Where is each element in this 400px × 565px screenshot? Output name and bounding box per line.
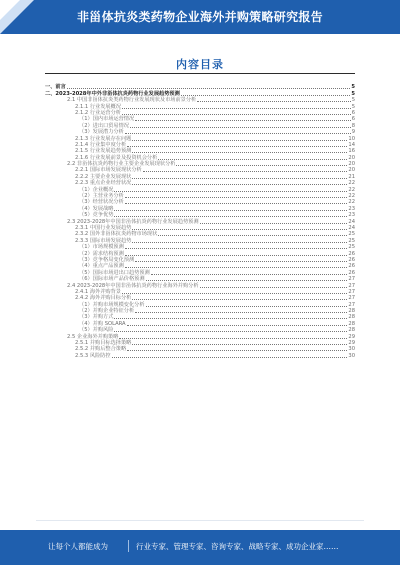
- toc-entry[interactable]: [45, 352, 355, 358]
- footer-divider: [128, 540, 129, 552]
- toc-entry-page: 5: [351, 90, 355, 97]
- footer-bar: [0, 530, 400, 565]
- toc-entry-page: 30: [348, 346, 355, 353]
- toc-leader-dots: [122, 293, 347, 294]
- toc-entry-page: 21: [348, 173, 355, 180]
- toc-entry-page: 27: [348, 295, 355, 302]
- toc-entry-page: 23: [348, 212, 355, 219]
- toc-entry-page: 29: [348, 340, 355, 347]
- toc-leader-dots: [127, 325, 348, 326]
- toc-leader-dots: [132, 184, 347, 185]
- toc-entry-page: 24: [348, 224, 355, 231]
- toc-entry-page: 22: [348, 186, 355, 193]
- toc-entry-label: （6）国际市场产品价格预测: [79, 276, 145, 283]
- toc-leader-dots: [132, 229, 347, 230]
- footer-separator: [36, 520, 364, 521]
- toc-leader-dots: [135, 261, 347, 262]
- toc-heading-rule: [45, 73, 355, 74]
- toc-entry-label: （5）并购风险: [79, 327, 114, 334]
- toc-leader-dots: [132, 242, 347, 243]
- toc-entry-page: 22: [348, 193, 355, 200]
- toc-leader-dots: [125, 197, 348, 198]
- toc-entry-page: 27: [348, 301, 355, 308]
- toc-leader-dots: [132, 344, 347, 345]
- toc-leader-dots: [200, 287, 348, 288]
- toc-entry-page: 28: [348, 320, 355, 327]
- toc-entry-page: 5: [351, 84, 355, 91]
- toc-leader-dots: [132, 140, 347, 141]
- toc-entry-label: （1）并购市场规模变化分析: [79, 301, 145, 308]
- toc-entry-label: 2.4 2023-2028年中国非甾体抗炎药物行业海外并购分析: [67, 282, 199, 289]
- toc-entry-page: 9: [351, 129, 355, 136]
- toc-entry-page: 29: [348, 333, 355, 340]
- toc-leader-dots: [125, 203, 348, 204]
- toc-leader-dots: [132, 152, 347, 153]
- toc-entry-label: （2）需求结构预测: [79, 250, 124, 257]
- toc-entry-page: 28: [348, 327, 355, 334]
- toc-entry-label: 2.2.3 重点企业经营状况: [75, 180, 132, 187]
- toc-entry-label: （4）并购 SOLARA: [79, 320, 126, 327]
- toc-leader-dots: [114, 331, 347, 332]
- toc-entry-page: 26: [348, 250, 355, 257]
- toc-leader-dots: [122, 114, 351, 115]
- toc-entry-label: （3）经营状况分析: [79, 199, 124, 206]
- toc-entry-page: 28: [348, 314, 355, 321]
- toc-entry-page: 6: [351, 109, 355, 116]
- toc-leader-dots: [127, 350, 347, 351]
- toc-entry-page: 20: [348, 154, 355, 161]
- toc-entry-page: 20: [348, 161, 355, 168]
- toc-entry-label: 二、2023-2028年中外非甾体抗炎药物行业发展趋势预测: [45, 90, 180, 97]
- toc-entry-page: 27: [348, 276, 355, 283]
- toc-entry-page: 28: [348, 308, 355, 315]
- toc-leader-dots: [146, 306, 348, 307]
- report-title: 非甾体抗炎类药物企业海外并购策略研究报告: [76, 10, 323, 24]
- toc-entry-page: 26: [348, 263, 355, 270]
- toc-entry-label: 2.5.3 风险防控: [75, 352, 111, 359]
- toc-leader-dots: [125, 133, 351, 134]
- toc-leader-dots: [125, 255, 348, 256]
- toc-leader-dots: [158, 235, 347, 236]
- toc-leader-dots: [122, 108, 351, 109]
- toc-leader-dots: [132, 178, 347, 179]
- toc-entry-label: 2.2 非甾体抗炎药物行业主要企业发展现状分析: [67, 161, 176, 168]
- toc-leader-dots: [135, 120, 351, 121]
- toc-leader-dots: [67, 88, 351, 89]
- toc-entry-label: 2.5 企业海外并购策略: [67, 333, 119, 340]
- toc-entry-label: （1）市场规模预测: [79, 244, 124, 251]
- toc-entry-label: 2.1.2 行业运营分析: [75, 109, 121, 116]
- toc-entry-label: （2）进出口贸易情况: [79, 122, 129, 129]
- toc-leader-dots: [197, 101, 350, 102]
- toc-entry-label: 2.3.1 中国行业发展趋势: [75, 224, 132, 231]
- toc-entry-page: 25: [348, 237, 355, 244]
- toc-entry-page: 30: [348, 352, 355, 359]
- toc-entry-page: 16: [348, 148, 355, 155]
- toc-entry-label: 2.3 2023-2028年中国非甾体抗炎药物行业发展趋势预测: [67, 218, 199, 225]
- toc-entry-label: 2.1.6 行业发展前景及投资机会分析: [75, 154, 158, 161]
- toc-entry-page: 25: [348, 244, 355, 251]
- toc-entry-page: 25: [348, 231, 355, 238]
- toc-leader-dots: [114, 210, 347, 211]
- toc-leader-dots: [114, 191, 347, 192]
- toc-entry-page: 8: [351, 122, 355, 129]
- toc-entry-label: （5）竞争优势: [79, 212, 114, 219]
- toc-entry-label: （3）发展潜力分析: [79, 129, 124, 136]
- toc-entry-label: （4）重点产品预测: [79, 263, 124, 270]
- toc-entry-page: 22: [348, 180, 355, 187]
- toc-entry-label: 2.3.2 国外非甾体抗炎药物市场现状: [75, 231, 158, 238]
- table-of-contents: [45, 84, 355, 359]
- toc-leader-dots: [132, 299, 347, 300]
- toc-entry-label: （2）并购企业特征分析: [79, 308, 135, 315]
- toc-entry-label: 2.2.2 主要企业发展现状: [75, 173, 132, 180]
- toc-leader-dots: [135, 312, 347, 313]
- toc-entry-page: 14: [348, 141, 355, 148]
- toc-leader-dots: [112, 357, 348, 358]
- toc-entry-page: 22: [348, 199, 355, 206]
- toc-entry-page: 10: [348, 135, 355, 142]
- toc-leader-dots: [125, 248, 348, 249]
- toc-entry-label: 2.5.1 并购目标选择策略: [75, 340, 132, 347]
- toc-entry-label: 2.1 中国非甾体抗炎类药物行业发展现状及市场前景分析: [67, 97, 197, 104]
- toc-entry-page: 20: [348, 167, 355, 174]
- header-bar: [0, 0, 400, 34]
- toc-leader-dots: [125, 267, 348, 268]
- toc-entry-label: 2.1.4 行业集中度分析: [75, 141, 127, 148]
- toc-leader-dots: [143, 171, 348, 172]
- toc-entry-label: 2.2.1 国际市场发展现状分析: [75, 167, 142, 174]
- toc-leader-dots: [176, 165, 347, 166]
- toc-entry-label: 2.1.1 行业发展概况: [75, 103, 121, 110]
- toc-leader-dots: [146, 280, 348, 281]
- toc-entry-label: （1）企业概况: [79, 186, 114, 193]
- footer-slogan-left: 让每个人都能成为: [48, 542, 108, 551]
- footer-slogan-right: 行业专家、管理专家、咨询专家、战略专家、成功企业家……: [136, 542, 339, 551]
- toc-entry-label: 2.1.3 行业发展存在问题: [75, 135, 132, 142]
- toc-entry-label: 一、前言: [45, 84, 66, 91]
- toc-entry-label: （4）发展战略: [79, 205, 114, 212]
- toc-entry-label: 2.3.3 国际市场发展趋势: [75, 237, 132, 244]
- toc-entry-label: （2）主营业务分析: [79, 193, 124, 200]
- toc-leader-dots: [181, 95, 351, 96]
- toc-entry-label: 2.4.1 海外并购背景: [75, 288, 121, 295]
- toc-entry-label: （5）国际市场进出口趋势预测: [79, 269, 150, 276]
- toc-entry-page: 6: [351, 116, 355, 123]
- toc-leader-dots: [130, 127, 351, 128]
- toc-entry-label: 2.4.2 海外并购目标分析: [75, 295, 132, 302]
- toc-entry-label: 2.5.2 并购后整合策略: [75, 346, 127, 353]
- toc-leader-dots: [151, 274, 348, 275]
- toc-entry-page: 27: [348, 282, 355, 289]
- toc-leader-dots: [119, 338, 347, 339]
- toc-entry-page: 5: [351, 97, 355, 104]
- toc-entry-label: 2.1.5 行业发展趋势预测: [75, 148, 132, 155]
- toc-entry-page: 26: [348, 256, 355, 263]
- toc-entry-page: 23: [348, 205, 355, 212]
- toc-entry-page: 24: [348, 218, 355, 225]
- toc-leader-dots: [114, 318, 347, 319]
- toc-leader-dots: [127, 146, 347, 147]
- toc-heading: 内容目录: [176, 58, 224, 71]
- toc-leader-dots: [200, 223, 348, 224]
- toc-entry-label: （1）国内市场运营情况: [79, 116, 135, 123]
- toc-leader-dots: [158, 159, 347, 160]
- toc-entry-page: 27: [348, 288, 355, 295]
- toc-entry-label: （3）竞争格局变化预测: [79, 256, 135, 263]
- toc-entry-page: 26: [348, 269, 355, 276]
- toc-entry-page: 5: [351, 103, 355, 110]
- toc-leader-dots: [114, 216, 347, 217]
- toc-entry-label: （3）并购方式: [79, 314, 114, 321]
